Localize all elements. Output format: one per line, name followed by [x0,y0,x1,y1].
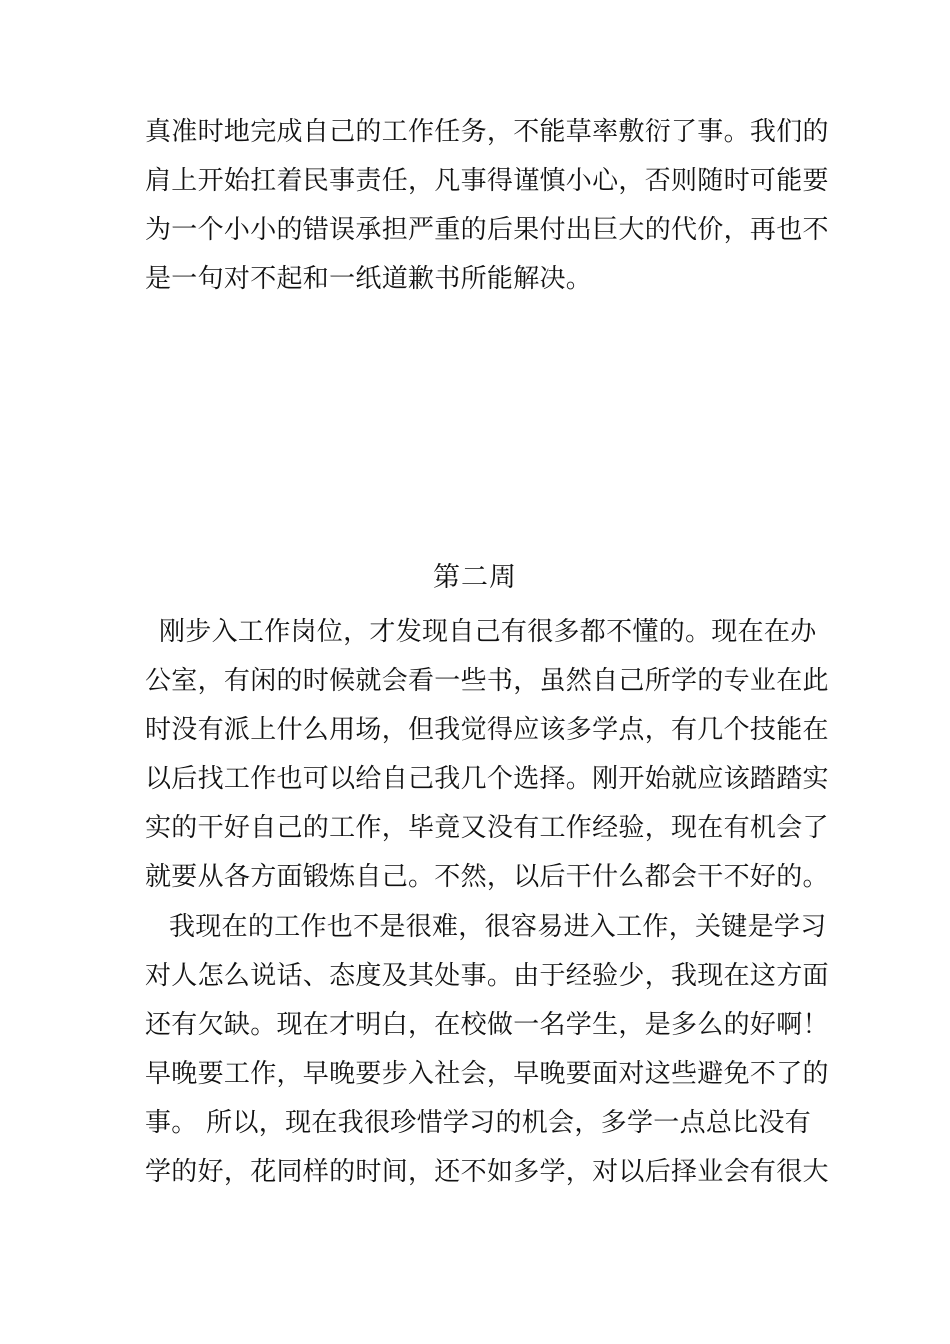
paragraph-line: 对人怎么说话、态度及其处事。由于经验少，我现在这方面 [145,961,829,991]
paragraph-line: 就要从各方面锻炼自己。不然，以后干什么都会干不好的。 [145,862,829,892]
top-paragraph [145,108,829,304]
paragraph-line: 真准时地完成自己的工作任务，不能草率敷衍了事。我们的 [145,117,829,147]
paragraph-line: 刚步入工作岗位，才发现自己有很多都不懂的。现在在办 [159,617,817,647]
paragraph-line: 肩上开始扛着民事责任，凡事得谨慎小心，否则随时可能要 [145,166,829,196]
paragraph-line: 还有欠缺。现在才明白，在校做一名学生，是多么的好啊！ [145,1010,829,1040]
paragraph-line: 为一个小小的错误承担严重的后果付出巨大的代价，再也不 [145,215,829,245]
paragraph-line: 我现在的工作也不是很难，很容易进入工作，关键是学习 [169,912,827,942]
week2-paragraph-2 [145,903,829,1197]
paragraph-line: 早晚要工作，早晚要步入社会，早晚要面对这些避免不了的 [145,1059,829,1089]
paragraph-line: 实的干好自己的工作，毕竟又没有工作经验，现在有机会了 [145,813,829,843]
paragraph-line: 学的好，花同样的时间，还不如多学，对以后择业会有很大 [145,1157,829,1187]
section-heading: 第二周 [433,562,517,593]
paragraph-line: 以后找工作也可以给自己我几个选择。刚开始就应该踏踏实 [145,764,829,794]
paragraph-line: 时没有派上什么用场，但我觉得应该多学点，有几个技能在 [145,715,829,745]
paragraph-line: 是一句对不起和一纸道歉书所能解决。 [145,264,593,294]
week2-paragraph-1 [145,608,829,902]
paragraph-line: 公室，有闲的时候就会看一些书，虽然自己所学的专业在此 [145,666,829,696]
paragraph-line: 事。 所以，现在我很珍惜学习的机会，多学一点总比没有 [145,1108,812,1138]
